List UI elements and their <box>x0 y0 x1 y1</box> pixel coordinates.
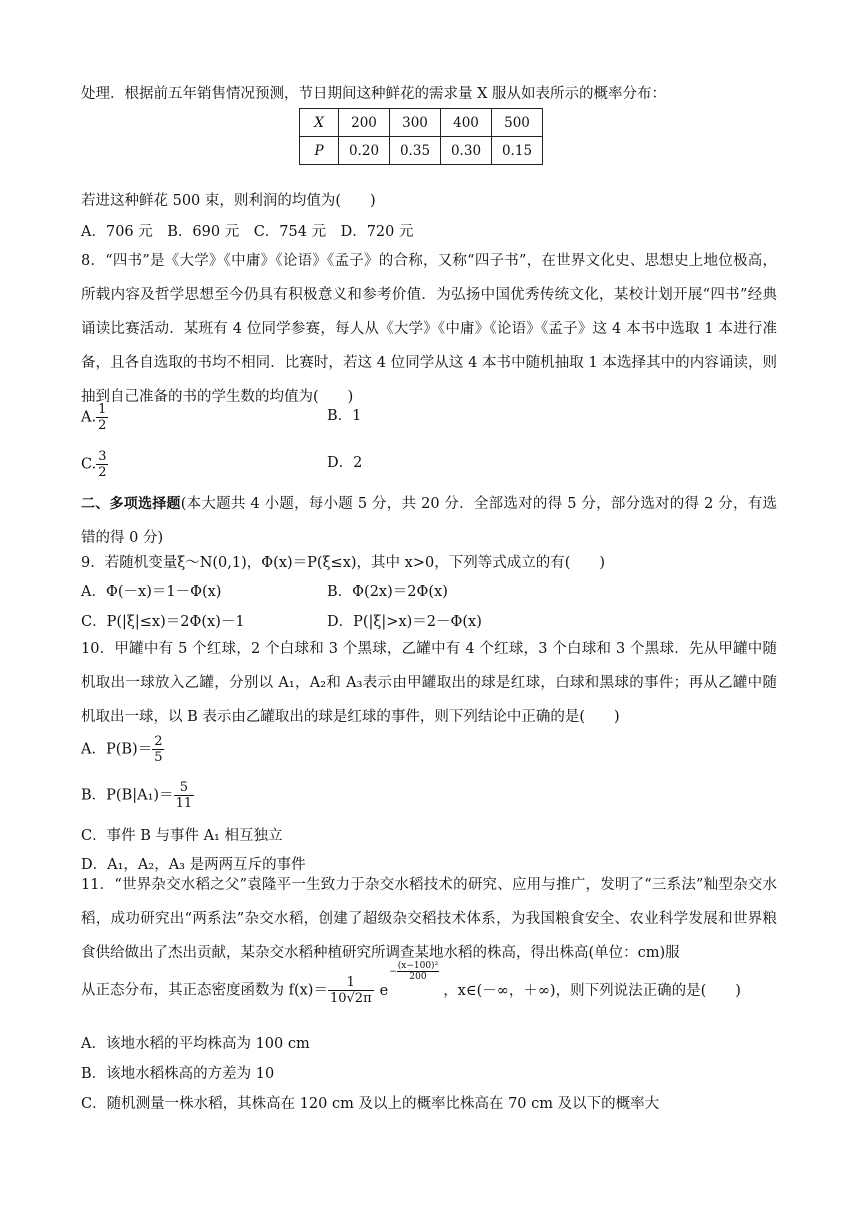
table-cell: 500 <box>492 109 543 137</box>
fraction-denominator: 2 <box>98 418 107 433</box>
q11-stem: 11．“世界杂交水稻之父”袁隆平一生致力于杂交水稻技术的研究、应用与推广，发明了“三系法”籼型杂交水稻，成功研究出“两系法”杂交水稻，创建了超级杂交稻技术体系，为我国粮食安全、农业科学发展和世界粮食供给做出了杰出贡献，某杂交水稻种植研究所调查某地水稻的株高，得出株高(单位：cm)服 <box>81 877 777 961</box>
fraction-numerator: 3 <box>98 449 107 464</box>
q7-options: A．706 元 B．690 元 C．754 元 D．720 元 <box>81 224 414 240</box>
table-cell: 300 <box>390 109 441 137</box>
q8-option-d: D．2 <box>327 455 363 471</box>
table-cell: X <box>300 109 339 137</box>
table-row <box>300 109 543 137</box>
probability-table <box>299 108 543 165</box>
fraction <box>96 449 108 480</box>
fraction <box>174 780 195 811</box>
section-2 <box>81 487 777 555</box>
table-cell: 0.20 <box>339 137 390 165</box>
exponent: − $\frac{\text{(x−100)²}}{200}$ <box>389 961 439 982</box>
table-cell: P <box>300 137 339 165</box>
option-label: A. <box>81 409 97 426</box>
fraction-denominator: 5 <box>154 750 163 765</box>
q10-option-c: C．事件 B 与事件 A₁ 相互独立 <box>81 828 283 844</box>
section-heading: 二、多项选择题 <box>81 496 181 512</box>
table-cell: 400 <box>441 109 492 137</box>
fraction-numerator: 1 <box>328 975 374 991</box>
section-description: (本大题共 4 小题，每小题 5 分，共 20 分．全部选对的得 5 分，部分选对的得 2 分，有选错的得 0 分) <box>81 496 777 546</box>
fraction-numerator: 1 <box>98 402 107 417</box>
table-cell: 0.35 <box>390 137 441 165</box>
option-text: B．P(B|A₁)＝ <box>81 787 174 804</box>
fraction <box>96 402 108 433</box>
density-fraction <box>328 975 374 1006</box>
density-prefix: 从正态分布，其正态密度函数为 f(x)＝ <box>81 982 328 999</box>
option-text: A．P(B)＝ <box>81 741 153 758</box>
q11-option-a: A．该地水稻的平均株高为 100 cm <box>81 1036 310 1052</box>
q11-option-c: C．随机测量一株水稻，其株高在 120 cm 及以上的概率比株高在 70 cm 及以下的概率大 <box>81 1096 660 1112</box>
q8-option-c <box>81 449 108 480</box>
q10-option-a <box>81 734 164 765</box>
q8-stem: 8．“四书”是《大学》《中庸》《论语》《孟子》的合称，又称“四子书”，在世界文化史、思想史上地位极高，所载内容及哲学思想至今仍具有积极意义和参考价值．为弘扬中国优秀传统文化，某校计划开展“四书”经典诵读比赛活动．某班有 4 位同学参赛，每人从《大学》《中庸》《论语》《孟子》这 4 本书中选取 1 本进行准备，且各自选取的书均不相同．比赛时，若这 4 位同学从这 4 本书中随机抽取 1 本选择其中的内容诵读，则抽到自己准备的书的学生数的均值为( ) <box>81 253 777 405</box>
q10-option-b <box>81 780 194 811</box>
fraction-numerator: 2 <box>154 734 163 749</box>
q9-stem: 9．若随机变量ξ～N(0,1)，Φ(x)＝P(ξ≤x)，其中 x>0，下列等式成立的有( ) <box>81 555 606 571</box>
q11-option-b: B．该地水稻株高的方差为 10 <box>81 1066 275 1082</box>
option-label: C. <box>81 456 97 473</box>
q9-option-b: B．Φ(2x)＝2Φ(x) <box>327 584 448 600</box>
q7-stem: 若进这种鲜花 500 束，则利润的均值为( ) <box>81 193 376 209</box>
q9-option-d: D．P(|ξ|>x)＝2－Φ(x) <box>327 614 482 630</box>
fraction <box>152 734 164 765</box>
intro-text: 处理．根据前五年销售情况预测，节日期间这种鲜花的需求量 X 服从如表所示的概率分布： <box>81 86 667 102</box>
q10-option-d: D．A₁，A₂，A₃ 是两两互斥的事件 <box>81 857 306 873</box>
q9-option-c: C．P(|ξ|≤x)＝2Φ(x)－1 <box>81 614 245 630</box>
q10-stem: 10．甲罐中有 5 个红球，2 个白球和 3 个黑球，乙罐中有 4 个红球，3 个白球和 3 个黑球．先从甲罐中随机取出一球放入乙罐，分别以 A₁，A₂和 A₃表示由甲罐取出的球是红球，白球和黑球的事件；再从乙罐中随机取出一球，以 B 表示由乙罐取出的球是红球的事件，则下列结论中正确的是( ) <box>81 641 777 725</box>
q8-option-a <box>81 402 108 433</box>
fraction-denominator: 10√2π <box>329 991 372 1006</box>
table-cell: 0.30 <box>441 137 492 165</box>
q11-density-line <box>81 961 741 1006</box>
q8-option-b: B．1 <box>327 408 362 424</box>
fraction-numerator: 5 <box>174 780 195 796</box>
fraction-denominator: 11 <box>175 796 193 811</box>
exponent-denominator: 200 <box>409 972 427 982</box>
density-suffix: ，x∈(－∞，＋∞)，则下列说法正确的是( ) <box>443 982 741 999</box>
table-cell: 200 <box>339 109 390 137</box>
euler-e: e <box>379 982 389 999</box>
fraction-denominator: 2 <box>98 465 107 480</box>
q9-option-a: A．Φ(－x)＝1－Φ(x) <box>81 584 222 600</box>
exponent-numerator: (x−100)² <box>397 961 439 971</box>
table-cell: 0.15 <box>492 137 543 165</box>
table-row <box>300 137 543 165</box>
